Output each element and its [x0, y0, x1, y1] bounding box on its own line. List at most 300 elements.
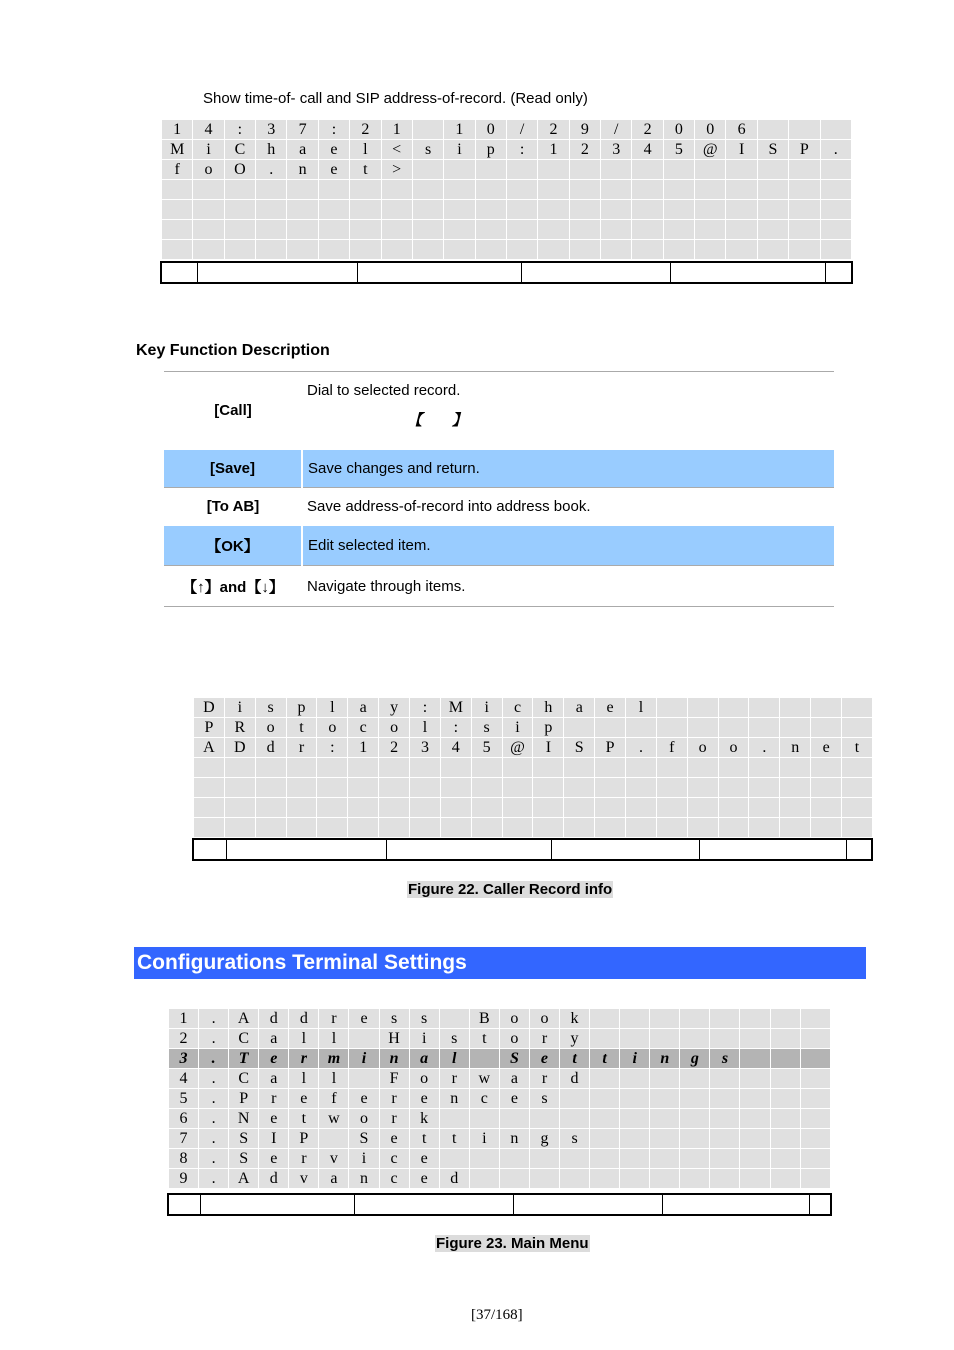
lcd-cell: [444, 180, 475, 200]
lcd-cell: [381, 180, 412, 200]
key-description: Navigate through items.: [307, 577, 466, 595]
lcd-cell: [502, 758, 533, 778]
lcd-cell: e: [289, 1089, 319, 1109]
lcd-cell: [194, 758, 225, 778]
lcd-cell: @: [695, 140, 726, 160]
lcd-cell: [695, 220, 726, 240]
lcd-cell: a: [564, 698, 595, 718]
lcd-cell: [224, 798, 255, 818]
lcd-cell: [820, 180, 851, 200]
lcd-cell: t: [350, 160, 381, 180]
lcd-cell: [287, 200, 318, 220]
lcd-cell: [710, 1149, 740, 1169]
lcd-cell: [740, 1149, 770, 1169]
lcd-cell: [800, 1009, 830, 1029]
lcd-cell: n: [650, 1049, 680, 1069]
lcd-row: [169, 1149, 831, 1169]
lcd-cell: [601, 240, 632, 260]
lcd-cell: T: [229, 1049, 259, 1069]
lcd-cell: [789, 200, 820, 220]
lcd-cell: r: [286, 738, 317, 758]
lcd-cell: w: [319, 1109, 349, 1129]
lcd-cell: e: [379, 1129, 409, 1149]
lcd-cell: [780, 758, 811, 778]
lcd-row: [194, 738, 873, 758]
lcd-cell: [475, 160, 506, 180]
lcd-cell: [569, 180, 600, 200]
key-label: [Call]: [214, 402, 252, 419]
lcd-cell: [595, 798, 626, 818]
lcd-cell: [499, 1109, 529, 1129]
lcd-cell: [529, 1149, 559, 1169]
lcd-cell: 4: [632, 140, 663, 160]
softkey-bar-main-menu: [167, 1193, 832, 1216]
lcd-cell: [749, 698, 780, 718]
section-title-banner: Configurations Terminal Settings: [134, 947, 866, 979]
lcd-cell: [412, 160, 443, 180]
lcd-row: [169, 1069, 831, 1089]
lcd-cell: [444, 220, 475, 240]
lcd-cell: [740, 1169, 770, 1189]
lcd-cell: w: [469, 1069, 499, 1089]
lcd-cell: n: [439, 1089, 469, 1109]
lcd-cell: [680, 1109, 710, 1129]
lcd-row: [162, 120, 852, 140]
lcd-row: [169, 1109, 831, 1129]
lcd-cell: .: [199, 1009, 229, 1029]
lcd-cell: i: [349, 1149, 379, 1169]
lcd-cell: a: [409, 1049, 439, 1069]
key-bracket-placeholder: 【 】: [407, 412, 468, 429]
lcd-cell: [439, 1109, 469, 1129]
lcd-cell: [440, 778, 471, 798]
lcd-cell: [740, 1109, 770, 1129]
lcd-cell: [740, 1049, 770, 1069]
lcd-cell: i: [469, 1129, 499, 1149]
lcd-cell: [770, 1009, 800, 1029]
lcd-cell: 7: [169, 1129, 199, 1149]
lcd-cell: 6: [169, 1109, 199, 1129]
lcd-cell: [656, 798, 687, 818]
lcd-cell: [687, 758, 718, 778]
lcd-cell: a: [319, 1169, 349, 1189]
lcd-cell: [626, 778, 657, 798]
lcd-cell: [710, 1009, 740, 1029]
key-description: Dial to selected record.: [307, 382, 461, 399]
lcd-row: [162, 160, 852, 180]
lcd-cell: v: [319, 1149, 349, 1169]
lcd-cell: [740, 1089, 770, 1109]
lcd-cell: H: [379, 1029, 409, 1049]
lcd-cell: [224, 220, 255, 240]
lcd-cell: [811, 718, 842, 738]
lcd-cell: [595, 758, 626, 778]
lcd-cell: [471, 758, 502, 778]
lcd-cell: s: [710, 1049, 740, 1069]
lcd-cell: A: [229, 1009, 259, 1029]
lcd-cell: [811, 778, 842, 798]
lcd-cell: [780, 698, 811, 718]
figure-22-caption: Figure 22. Caller Record info: [408, 881, 613, 898]
lcd-cell: [569, 220, 600, 240]
lcd-cell: A: [194, 738, 225, 758]
lcd-cell: [194, 778, 225, 798]
lcd-cell: c: [469, 1089, 499, 1109]
lcd-cell: i: [502, 718, 533, 738]
lcd-cell: a: [259, 1069, 289, 1089]
lcd-cell: [412, 180, 443, 200]
softkey-slot: [671, 263, 826, 282]
lcd-cell: [710, 1169, 740, 1189]
lcd-cell: [410, 758, 441, 778]
lcd-cell: i: [471, 698, 502, 718]
lcd-cell: n: [379, 1049, 409, 1069]
lcd-cell: [811, 798, 842, 818]
lcd-cell: a: [348, 698, 379, 718]
lcd-cell: [740, 1069, 770, 1089]
lcd-cell: S: [499, 1049, 529, 1069]
lcd-cell: [740, 1009, 770, 1029]
lcd-cell: o: [529, 1009, 559, 1029]
lcd-cell: [695, 200, 726, 220]
lcd-cell: [800, 1129, 830, 1149]
lcd-cell: [590, 1109, 620, 1129]
lcd-cell: o: [499, 1029, 529, 1049]
lcd-cell: r: [289, 1149, 319, 1169]
lcd-cell: 3: [601, 140, 632, 160]
lcd-cell: [718, 718, 749, 738]
lcd-cell: [650, 1009, 680, 1029]
lcd-cell: .: [199, 1169, 229, 1189]
lcd-cell: m: [319, 1049, 349, 1069]
lcd-cell: [412, 240, 443, 260]
lcd-cell: [680, 1009, 710, 1029]
lcd-cell: d: [259, 1169, 289, 1189]
lcd-cell: M: [162, 140, 193, 160]
lcd-cell: 1: [162, 120, 193, 140]
lcd-cell: [439, 1009, 469, 1029]
key-description: Edit selected item.: [302, 526, 834, 566]
lcd-cell: [499, 1149, 529, 1169]
lcd-cell: [595, 818, 626, 838]
lcd-cell: c: [379, 1169, 409, 1189]
lcd-cell: o: [499, 1009, 529, 1029]
lcd-cell: [650, 1089, 680, 1109]
lcd-cell: c: [348, 718, 379, 738]
lcd-cell: [350, 180, 381, 200]
lcd-cell: [663, 200, 694, 220]
lcd-cell: [348, 798, 379, 818]
lcd-cell: [595, 718, 626, 738]
lcd-cell: [475, 180, 506, 200]
lcd-cell: e: [259, 1109, 289, 1129]
lcd-cell: [757, 180, 788, 200]
lcd-cell: s: [255, 698, 286, 718]
lcd-cell: [718, 778, 749, 798]
lcd-cell: [842, 798, 873, 818]
lcd-cell: [348, 758, 379, 778]
lcd-cell: 3: [256, 120, 287, 140]
lcd-cell: o: [718, 738, 749, 758]
lcd-cell: [440, 758, 471, 778]
lcd-cell: [564, 798, 595, 818]
lcd-cell: [749, 758, 780, 778]
lcd-cell: s: [379, 1009, 409, 1029]
lcd-cell: 0: [475, 120, 506, 140]
lcd-cell: S: [564, 738, 595, 758]
lcd-record-display: [161, 119, 852, 260]
lcd-row: [194, 758, 873, 778]
lcd-cell: [412, 220, 443, 240]
lcd-cell: F: [379, 1069, 409, 1089]
lcd-cell: g: [529, 1129, 559, 1149]
lcd-cell: [620, 1069, 650, 1089]
lcd-cell: [379, 818, 410, 838]
key-description: Save changes and return.: [302, 450, 834, 488]
lcd-cell: [162, 200, 193, 220]
softkey-slot: [522, 263, 671, 282]
lcd-cell: [820, 200, 851, 220]
softkey-slot: [201, 1195, 355, 1214]
lcd-cell: C: [224, 140, 255, 160]
lcd-cell: p: [286, 698, 317, 718]
lcd-cell: [590, 1089, 620, 1109]
lcd-cell: [650, 1029, 680, 1049]
lcd-cell: l: [319, 1029, 349, 1049]
lcd-cell: [590, 1009, 620, 1029]
lcd-cell: [379, 758, 410, 778]
lcd-cell: [564, 758, 595, 778]
lcd-cell: [680, 1149, 710, 1169]
lcd-cell: [680, 1089, 710, 1109]
lcd-cell: 0: [663, 120, 694, 140]
lcd-cell: /: [601, 120, 632, 140]
lcd-cell: [780, 718, 811, 738]
softkey-slot: [194, 840, 227, 859]
lcd-cell: [650, 1109, 680, 1129]
lcd-cell: [564, 818, 595, 838]
lcd-cell: r: [439, 1069, 469, 1089]
lcd-cell: k: [409, 1109, 439, 1129]
lcd-cell: [820, 160, 851, 180]
lcd-cell: [224, 818, 255, 838]
lcd-cell: [444, 200, 475, 220]
key-label: [Save]: [164, 450, 302, 488]
lcd-cell: o: [687, 738, 718, 758]
lcd-cell: 4: [169, 1069, 199, 1089]
lcd-cell: e: [811, 738, 842, 758]
lcd-cell: [569, 160, 600, 180]
lcd-cell: [569, 200, 600, 220]
lcd-cell: [439, 1149, 469, 1169]
lcd-cell: [842, 778, 873, 798]
lcd-cell: [820, 120, 851, 140]
lcd-cell: [718, 698, 749, 718]
lcd-cell: [726, 180, 757, 200]
lcd-cell: [800, 1089, 830, 1109]
lcd-cell: [800, 1109, 830, 1129]
lcd-cell: e: [318, 140, 349, 160]
lcd-cell: [255, 818, 286, 838]
lcd-cell: 2: [569, 140, 600, 160]
lcd-cell: [789, 160, 820, 180]
lcd-cell: [349, 1029, 379, 1049]
lcd-cell: [620, 1029, 650, 1049]
lcd-cell: <: [381, 140, 412, 160]
lcd-cell: [255, 778, 286, 798]
lcd-cell: [626, 798, 657, 818]
lcd-cell: t: [842, 738, 873, 758]
lcd-cell: o: [317, 718, 348, 738]
lcd-cell: [224, 778, 255, 798]
lcd-cell: .: [626, 738, 657, 758]
lcd-cell: o: [349, 1109, 379, 1129]
lcd-cell: [811, 818, 842, 838]
lcd-cell: [695, 180, 726, 200]
key-function-heading: Key Function Description: [136, 342, 330, 359]
lcd-cell: [842, 718, 873, 738]
lcd-cell: [533, 818, 564, 838]
lcd-cell: h: [533, 698, 564, 718]
lcd-cell: [718, 818, 749, 838]
lcd-cell: [680, 1029, 710, 1049]
lcd-cell: [381, 220, 412, 240]
lcd-cell: C: [229, 1029, 259, 1049]
lcd-cell: [789, 240, 820, 260]
lcd-cell: 4: [193, 120, 224, 140]
lcd-cell: [193, 240, 224, 260]
lcd-cell: s: [529, 1089, 559, 1109]
lcd-cell: [318, 240, 349, 260]
lcd-cell: i: [349, 1049, 379, 1069]
lcd-cell: [757, 120, 788, 140]
lcd-cell: [757, 220, 788, 240]
lcd-cell: d: [259, 1009, 289, 1029]
lcd-cell: [469, 1149, 499, 1169]
lcd-cell: [506, 160, 537, 180]
lcd-cell: [499, 1169, 529, 1189]
lcd-cell: P: [789, 140, 820, 160]
lcd-cell: [318, 200, 349, 220]
lcd-cell: [789, 220, 820, 240]
lcd-cell: [842, 698, 873, 718]
lcd-cell: l: [410, 718, 441, 738]
lcd-cell: .: [199, 1049, 229, 1069]
lcd-cell: [770, 1089, 800, 1109]
lcd-cell: S: [757, 140, 788, 160]
lcd-cell: /: [506, 120, 537, 140]
lcd-cell: [502, 798, 533, 818]
lcd-cell: D: [224, 738, 255, 758]
lcd-cell: [800, 1049, 830, 1069]
lcd-cell: [469, 1109, 499, 1129]
softkey-slot: [847, 840, 871, 859]
lcd-cell: i: [409, 1029, 439, 1049]
lcd-row: [162, 240, 852, 260]
lcd-cell: [538, 180, 569, 200]
lcd-cell: [601, 180, 632, 200]
lcd-row: [162, 180, 852, 200]
lcd-cell: [632, 240, 663, 260]
lcd-cell: [663, 180, 694, 200]
lcd-cell: [680, 1169, 710, 1189]
lcd-cell: [538, 220, 569, 240]
lcd-cell: p: [533, 718, 564, 738]
lcd-cell: 1: [169, 1009, 199, 1029]
lcd-cell: [811, 758, 842, 778]
lcd-cell: C: [229, 1069, 259, 1089]
lcd-cell: 1: [348, 738, 379, 758]
softkey-slot: [198, 263, 358, 282]
lcd-cell: [656, 718, 687, 738]
lcd-cell: .: [199, 1029, 229, 1049]
lcd-cell: [687, 798, 718, 818]
lcd-cell: [538, 160, 569, 180]
lcd-cell: c: [502, 698, 533, 718]
lcd-cell: [789, 180, 820, 200]
lcd-cell: [632, 200, 663, 220]
softkey-slot: [663, 1195, 810, 1214]
lcd-cell: [350, 200, 381, 220]
softkey-slot: [514, 1195, 663, 1214]
lcd-cell: [381, 200, 412, 220]
lcd-cell: [626, 818, 657, 838]
lcd-cell: [620, 1149, 650, 1169]
lcd-cell: i: [224, 698, 255, 718]
lcd-cell: [349, 1069, 379, 1089]
lcd-cell: r: [379, 1109, 409, 1129]
lcd-cell: d: [289, 1009, 319, 1029]
lcd-cell: e: [349, 1089, 379, 1109]
lcd-cell: r: [529, 1069, 559, 1089]
lcd-cell: I: [726, 140, 757, 160]
key-row-navigate: [164, 566, 834, 607]
lcd-cell: :: [440, 718, 471, 738]
lcd-cell: [224, 180, 255, 200]
lcd-cell: n: [780, 738, 811, 758]
lcd-cell: [256, 240, 287, 260]
lcd-cell: :: [318, 120, 349, 140]
lcd-cell: [780, 778, 811, 798]
lcd-cell: P: [194, 718, 225, 738]
lcd-cell: [412, 200, 443, 220]
lcd-cell: [348, 818, 379, 838]
lcd-row: [162, 220, 852, 240]
lcd-cell: i: [620, 1049, 650, 1069]
lcd-cell: 1: [444, 120, 475, 140]
lcd-row: [194, 698, 873, 718]
lcd-row: [169, 1029, 831, 1049]
lcd-cell: 5: [169, 1089, 199, 1109]
lcd-cell: [256, 200, 287, 220]
lcd-cell: [800, 1069, 830, 1089]
lcd-cell: d: [560, 1069, 590, 1089]
lcd-cell: [620, 1009, 650, 1029]
key-description: Save address-of-record into address book.: [307, 498, 591, 515]
lcd-cell: .: [199, 1149, 229, 1169]
intro-text: Show time-of- call and SIP address-of-record. (Read only): [203, 90, 588, 107]
lcd-cell: [780, 798, 811, 818]
lcd-cell: [620, 1089, 650, 1109]
lcd-cell: [286, 778, 317, 798]
lcd-cell: [348, 778, 379, 798]
softkey-slot: [355, 1195, 514, 1214]
lcd-cell: [529, 1109, 559, 1129]
lcd-cell: r: [319, 1009, 349, 1029]
lcd-cell: [687, 718, 718, 738]
lcd-cell: A: [229, 1169, 259, 1189]
lcd-cell: 3: [169, 1049, 199, 1069]
